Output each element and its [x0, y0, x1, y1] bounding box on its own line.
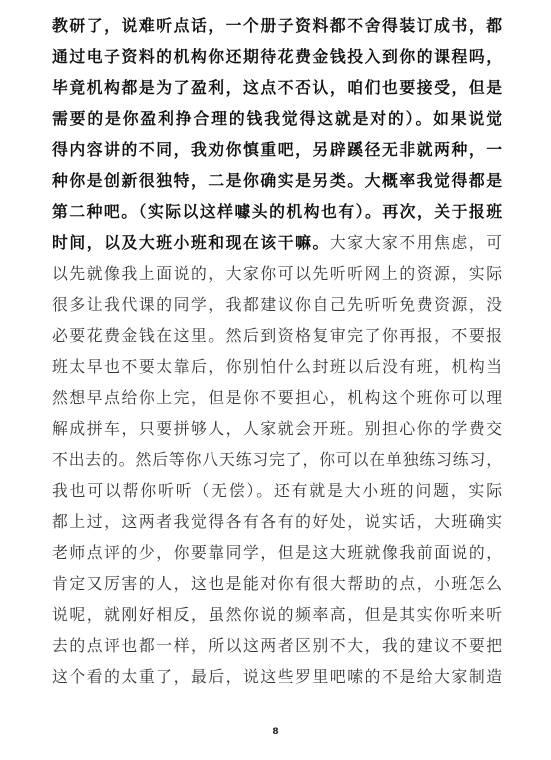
text-line [52, 258, 502, 289]
text-line [52, 444, 502, 475]
text-line [52, 475, 502, 506]
page-number: 8 [272, 727, 279, 737]
text-segment: 大家大家不用焦虑，可 [329, 233, 502, 252]
bold-text-segment: 需要的是你盈利挣合理的钱我觉得这就是对的）。如果说觉 [52, 109, 502, 128]
text-line [52, 661, 502, 692]
text-line [52, 10, 502, 41]
text-line [52, 289, 502, 320]
text-line [52, 227, 502, 258]
text-line [52, 134, 502, 165]
text-line [52, 351, 502, 382]
text-line [52, 413, 502, 444]
text-segment: 这个看的太重了，最后，说这些罗里吧嗦的不是给大家制造 [52, 667, 502, 686]
bold-text-segment: 教研了，说难听点话，一个册子资料都不舍得装订成书，都 [52, 16, 502, 35]
text-line [52, 599, 502, 630]
text-line [52, 72, 502, 103]
bold-text-segment: 时间，以及大班小班和现在该干嘛。 [52, 233, 330, 252]
text-segment: 然想早点给你上完，但是你不要担心，机构这个班你可以理 [52, 388, 502, 407]
text-line [52, 537, 502, 568]
body-text [52, 10, 502, 692]
bold-text-segment: 得内容讲的不同，我劝你慎重吧，另辟蹊径无非就两种，一 [52, 140, 502, 159]
text-segment: 以先就像我上面说的，大家你可以先听听网上的资源，实际 [52, 264, 502, 283]
text-line [52, 41, 502, 72]
text-line [52, 382, 502, 413]
bold-text-segment: 通过电子资料的机构你还期待花费金钱投入到你的课程吗， [52, 47, 502, 66]
text-line [52, 196, 502, 227]
text-segment: 老师点评的少，你要靠同学，但是这大班就像我前面说的， [52, 543, 502, 562]
text-line [52, 165, 502, 196]
bold-text-segment: 毕竟机构都是为了盈利，这点不否认，咱们也要接受，但是 [52, 78, 502, 97]
text-segment: 不出去的。然后等你八天练习完了，你可以在单独练习练习， [52, 450, 502, 469]
text-segment: 必要花费金钱在这里。然后到资格复审完了你再报，不要报 [52, 326, 502, 345]
text-segment: 说呢，就刚好相反，虽然你说的频率高，但是其实你听来听 [52, 605, 502, 624]
text-line [52, 568, 502, 599]
text-segment: 班太早也不要太靠后，你别怕什么封班以后没有班，机构当 [52, 357, 502, 376]
text-segment: 肯定又厉害的人，这也是能对你有很大帮助的点，小班怎么 [52, 574, 502, 593]
text-line [52, 630, 502, 661]
text-line [52, 103, 502, 134]
text-line [52, 320, 502, 351]
bold-text-segment: 种你是创新很独特，二是你确实是另类。大概率我觉得都是 [52, 171, 502, 190]
text-segment: 去的点评也都一样，所以这两者区别不大，我的建议不要把 [52, 636, 502, 655]
text-segment: 解成拼车，只要拼够人，人家就会开班。别担心你的学费交 [52, 419, 502, 438]
text-segment: 都上过，这两者我觉得各有各有的好处，说实话，大班确实 [52, 512, 502, 531]
text-segment: 很多让我代课的同学，我都建议你自己先听听免费资源，没 [52, 295, 502, 314]
bold-text-segment: 第二种吧。（实际以这样噱头的机构也有）。再次，关于报班 [52, 202, 502, 221]
text-line [52, 506, 502, 537]
text-segment: 我也可以帮你听听（无偿）。还有就是大小班的问题，实际 [52, 481, 502, 500]
